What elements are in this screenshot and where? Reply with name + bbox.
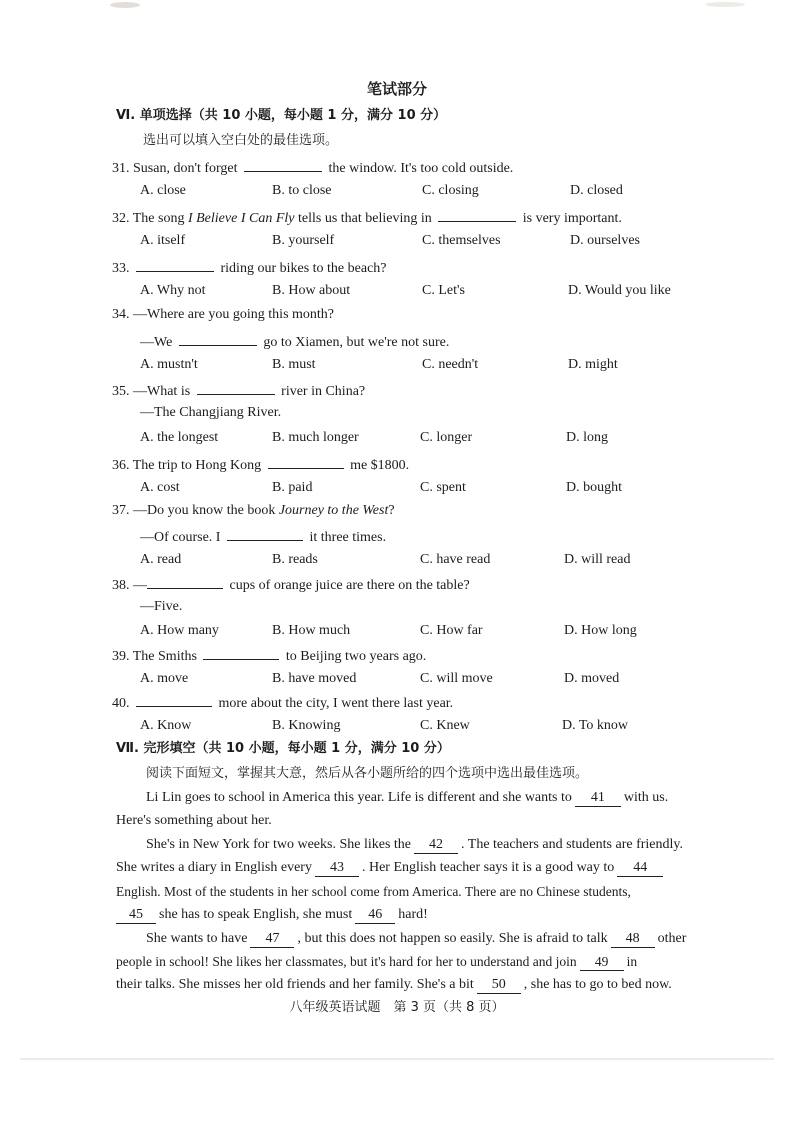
option: A. Why not — [140, 283, 206, 298]
option: C. longer — [420, 430, 473, 445]
option: D. moved — [564, 671, 620, 686]
option: C. Let's — [422, 283, 465, 298]
question-32: 32. The song I Believe I Can Fly tells us that believing in is very important. — [112, 207, 622, 228]
option: C. themselves — [422, 233, 501, 248]
cloze-blank-41: 41 — [575, 790, 621, 807]
passage-line: English. Most of the students in her school come from America. There are no Chinese students, — [116, 884, 631, 899]
option: A. cost — [140, 480, 180, 495]
option: B. How about — [272, 283, 351, 298]
option: B. must — [272, 357, 316, 372]
option: B. paid — [272, 480, 313, 495]
option: D. long — [566, 430, 608, 445]
question-33: 33. riding our bikes to the beach? — [112, 257, 387, 278]
scan-edge — [20, 1058, 774, 1060]
question-31: 31. Susan, don't forget the window. It's too cold outside. — [112, 157, 513, 178]
option: A. the longest — [140, 430, 219, 445]
passage-line: 45 she has to speak English, she must 46 hard! — [116, 906, 428, 924]
option: C. closing — [422, 183, 479, 198]
answer-blank — [197, 380, 275, 395]
section-6-header: Ⅵ. 单项选择（共 10 小题，每小题 1 分，满分 10 分） — [116, 108, 447, 123]
answer-blank — [179, 331, 257, 346]
option: B. Knowing — [272, 718, 341, 733]
answer-blank — [147, 574, 223, 589]
option: A. move — [140, 671, 189, 686]
passage-line: Here's something about her. — [116, 813, 272, 828]
option: D. To know — [562, 718, 629, 733]
question-38-response: —Five. — [140, 599, 183, 614]
option: B. yourself — [272, 233, 335, 248]
answer-blank — [136, 692, 212, 707]
option: C. will move — [420, 671, 493, 686]
passage-line: She wants to have 47 , but this does not happen so easily. She is afraid to talk 48 other — [146, 931, 687, 946]
cloze-blank-50: 50 — [477, 977, 521, 994]
option: C. Knew — [420, 718, 470, 733]
option: A. read — [140, 552, 182, 567]
cloze-blank-48: 48 — [611, 931, 655, 948]
option: D. closed — [570, 183, 623, 198]
answer-blank — [244, 157, 322, 172]
passage-line: people in school! She likes her classmates, but it's hard for her to understand and join 49 in — [116, 954, 638, 969]
option: D. might — [568, 357, 618, 372]
question-35: 35. —What is river in China? — [112, 380, 365, 401]
section-7-header: Ⅶ. 完形填空（共 10 小题，每小题 1 分，满分 10 分） — [116, 741, 450, 756]
passage-line: She's in New York for two weeks. She likes the 42 . The teachers and students are friendly. — [146, 837, 683, 852]
scan-smudge — [110, 2, 140, 8]
page-footer: 八年级英语试题 第 3 页（共 8 页） — [289, 1000, 505, 1015]
page-title: 笔试部分 — [366, 80, 427, 98]
cloze-blank-45: 45 — [116, 907, 156, 924]
option: B. How much — [272, 623, 351, 638]
cloze-blank-49: 49 — [580, 954, 624, 971]
section-6-instruction: 选出可以填入空白处的最佳选项。 — [143, 133, 339, 148]
option: A. itself — [140, 233, 186, 248]
option: D. will read — [564, 552, 631, 567]
option: B. reads — [272, 552, 318, 567]
question-34-response: —We go to Xiamen, but we're not sure. — [140, 331, 449, 352]
option: A. Know — [140, 718, 192, 733]
option: D. ourselves — [570, 233, 640, 248]
cloze-blank-46: 46 — [355, 907, 395, 924]
option: C. have read — [420, 552, 491, 567]
option: A. mustn't — [140, 357, 198, 372]
question-37-response: —Of course. I it three times. — [140, 526, 386, 547]
question-37: 37. —Do you know the book Journey to the West? — [112, 503, 395, 518]
cloze-blank-47: 47 — [250, 931, 294, 948]
option: B. to close — [272, 183, 332, 198]
option: D. How long — [564, 623, 637, 638]
question-34: 34. —Where are you going this month? — [112, 307, 335, 322]
option: A. close — [140, 183, 186, 198]
section-7-instruction: 阅读下面短文，掌握其大意，然后从各小题所给的四个选项中选出最佳选项。 — [146, 766, 589, 781]
answer-blank — [268, 454, 344, 469]
answer-blank — [227, 526, 303, 541]
passage-line: their talks. She misses her old friends and her family. She's a bit 50 , she has to go to bed now. — [116, 977, 672, 992]
option: B. much longer — [272, 430, 359, 445]
scan-smudge — [705, 2, 745, 7]
passage-line: Li Lin goes to school in America this year. Life is different and she wants to 41 with us. — [146, 790, 669, 805]
option: C. needn't — [422, 357, 479, 372]
cloze-blank-43: 43 — [315, 860, 359, 877]
question-36: 36. The trip to Hong Kong me $1800. — [112, 454, 409, 475]
question-35-response: —The Changjiang River. — [140, 405, 282, 420]
cloze-blank-44: 44 — [617, 860, 663, 877]
option: C. spent — [420, 480, 466, 495]
passage-line: She writes a diary in English every 43 . Her English teacher says it is a good way to 44 — [116, 859, 666, 877]
option: D. bought — [566, 480, 622, 495]
answer-blank — [203, 645, 279, 660]
cloze-blank-42: 42 — [414, 837, 458, 854]
option: C. How far — [420, 623, 483, 638]
option: B. have moved — [272, 671, 357, 686]
question-39: 39. The Smiths to Beijing two years ago. — [112, 645, 426, 666]
answer-blank — [136, 257, 214, 272]
answer-blank — [438, 207, 516, 222]
option: D. Would you like — [568, 283, 671, 298]
option: A. How many — [140, 623, 219, 638]
question-38: 38. — cups of orange juice are there on the table? — [112, 574, 470, 595]
question-40: 40. more about the city, I went there last year. — [112, 692, 453, 713]
